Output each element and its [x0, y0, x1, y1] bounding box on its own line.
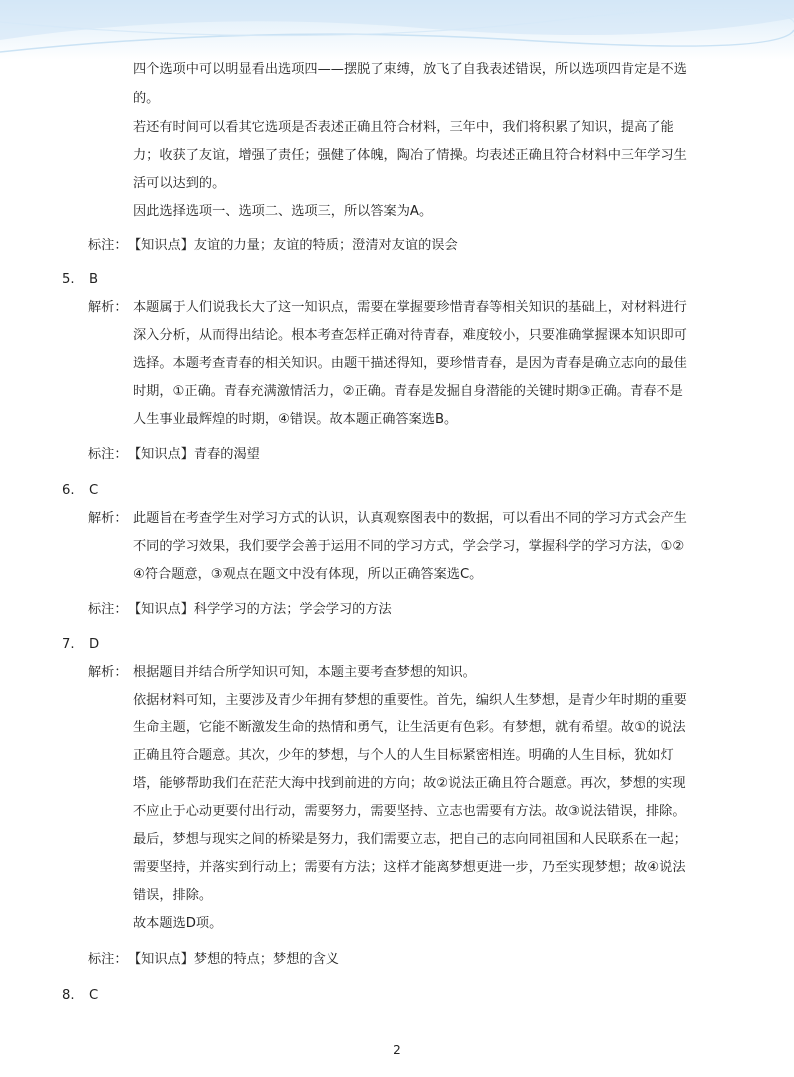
paragraph-line: 若还有时间可以看其它选项是否表述正确且符合材料，三年中，我们将积累了知识，提高了能	[133, 120, 674, 135]
analysis-line: 此题旨在考查学生对学习方式的认识，认真观察图表中的数据，可以看出不同的学习方式会产生	[133, 511, 687, 526]
tag-knowledge-point: 【知识点】友谊的力量；友谊的特质；澄清对友谊的误会	[128, 238, 458, 253]
analysis-line: 正确且符合题意。其次，少年的梦想，与个人的人生目标紧密相连。明确的人生目标，犹如灯	[133, 748, 674, 763]
paragraph-line: 四个选项中可以明显看出选项四——摆脱了束缚，放飞了自我表述错误，所以选项四肯定是不选	[133, 62, 687, 77]
header-banner	[0, 0, 794, 60]
tag-label: 标注：	[88, 952, 128, 967]
analysis-line: 不应止于心动更要付出行动，需要努力，需要坚持、立志也需要有方法。故③说法错误，排除。	[133, 804, 686, 819]
analysis-line: 生命主题，它能不断激发生命的热情和勇气，让生活更有色彩。有梦想，就有希望。故①的说法	[133, 720, 686, 735]
analysis-label: 解析：	[88, 665, 128, 680]
analysis-line: 时期，①正确。青春充满激情活力，②正确。青春是发掘自身潜能的关键时期③正确。青春不是	[133, 384, 683, 399]
question-number: 5.	[62, 272, 75, 287]
analysis-line: 需要坚持，并落实到行动上；需要有方法；这样才能离梦想更进一步，乃至实现梦想；故④说法	[133, 860, 686, 875]
analysis-label: 解析：	[88, 511, 128, 526]
banner-wave-decoration	[0, 0, 794, 60]
tag-label: 标注：	[88, 602, 128, 617]
page-number: 2	[393, 1043, 401, 1057]
analysis-line: 本题属于人们说我长大了这一知识点，需要在掌握要珍惜青春等相关知识的基础上，对材料进行	[133, 300, 687, 315]
analysis-line: 根据题目并结合所学知识可知，本题主要考查梦想的知识。	[133, 665, 476, 680]
paragraph-line: 力；收获了友谊，增强了责任；强健了体魄，陶冶了情操。均表述正确且符合材料中三年学习生	[133, 148, 687, 163]
analysis-line: 依据材料可知，主要涉及青少年拥有梦想的重要性。首先，编织人生梦想，是青少年时期的重要	[133, 693, 687, 708]
answer-letter: C	[89, 483, 99, 498]
analysis-line: ④符合题意，③观点在题文中没有体现，所以正确答案选C。	[133, 567, 483, 582]
paragraph-line: 因此选择选项一、选项二、选项三，所以答案为A。	[133, 204, 433, 219]
tag-label: 标注：	[88, 447, 128, 462]
analysis-line: 错误，排除。	[133, 888, 213, 903]
analysis-line: 人生事业最辉煌的时期，④错误。故本题正确答案选B。	[133, 412, 458, 427]
analysis-line: 最后，梦想与现实之间的桥梁是努力，我们需要立志，把自己的志向同祖国和人民联系在一起；	[133, 832, 687, 847]
paragraph-line: 的。	[133, 91, 160, 106]
analysis-line: 选择。本题考查青春的相关知识。由题干描述得知，要珍惜青春，是因为青春是确立志向的最佳	[133, 356, 687, 371]
tag-label: 标注：	[88, 238, 128, 253]
tag-knowledge-point: 【知识点】青春的渴望	[128, 447, 260, 462]
analysis-line: 塔，能够帮助我们在茫茫大海中找到前进的方向；故②说法正确且符合题意。再次，梦想的实现	[133, 776, 686, 791]
question-number: 8.	[62, 988, 75, 1003]
question-number: 7.	[62, 637, 75, 652]
analysis-line: 深入分析，从而得出结论。根本考查怎样正确对待青春，难度较小，只要准确掌握课本知识即可	[133, 328, 687, 343]
analysis-label: 解析：	[88, 300, 128, 315]
answer-letter: B	[89, 272, 99, 287]
tag-knowledge-point: 【知识点】科学学习的方法；学会学习的方法	[128, 602, 392, 617]
tag-knowledge-point: 【知识点】梦想的特点；梦想的含义	[128, 952, 339, 967]
paragraph-line: 活可以达到的。	[133, 176, 226, 191]
analysis-line: 不同的学习效果，我们要学会善于运用不同的学习方式，学会学习，掌握科学的学习方法，①②	[133, 539, 685, 554]
question-number: 6.	[62, 483, 75, 498]
answer-letter: D	[89, 637, 100, 652]
analysis-line: 故本题选D项。	[133, 916, 223, 931]
answer-letter: C	[89, 988, 99, 1003]
